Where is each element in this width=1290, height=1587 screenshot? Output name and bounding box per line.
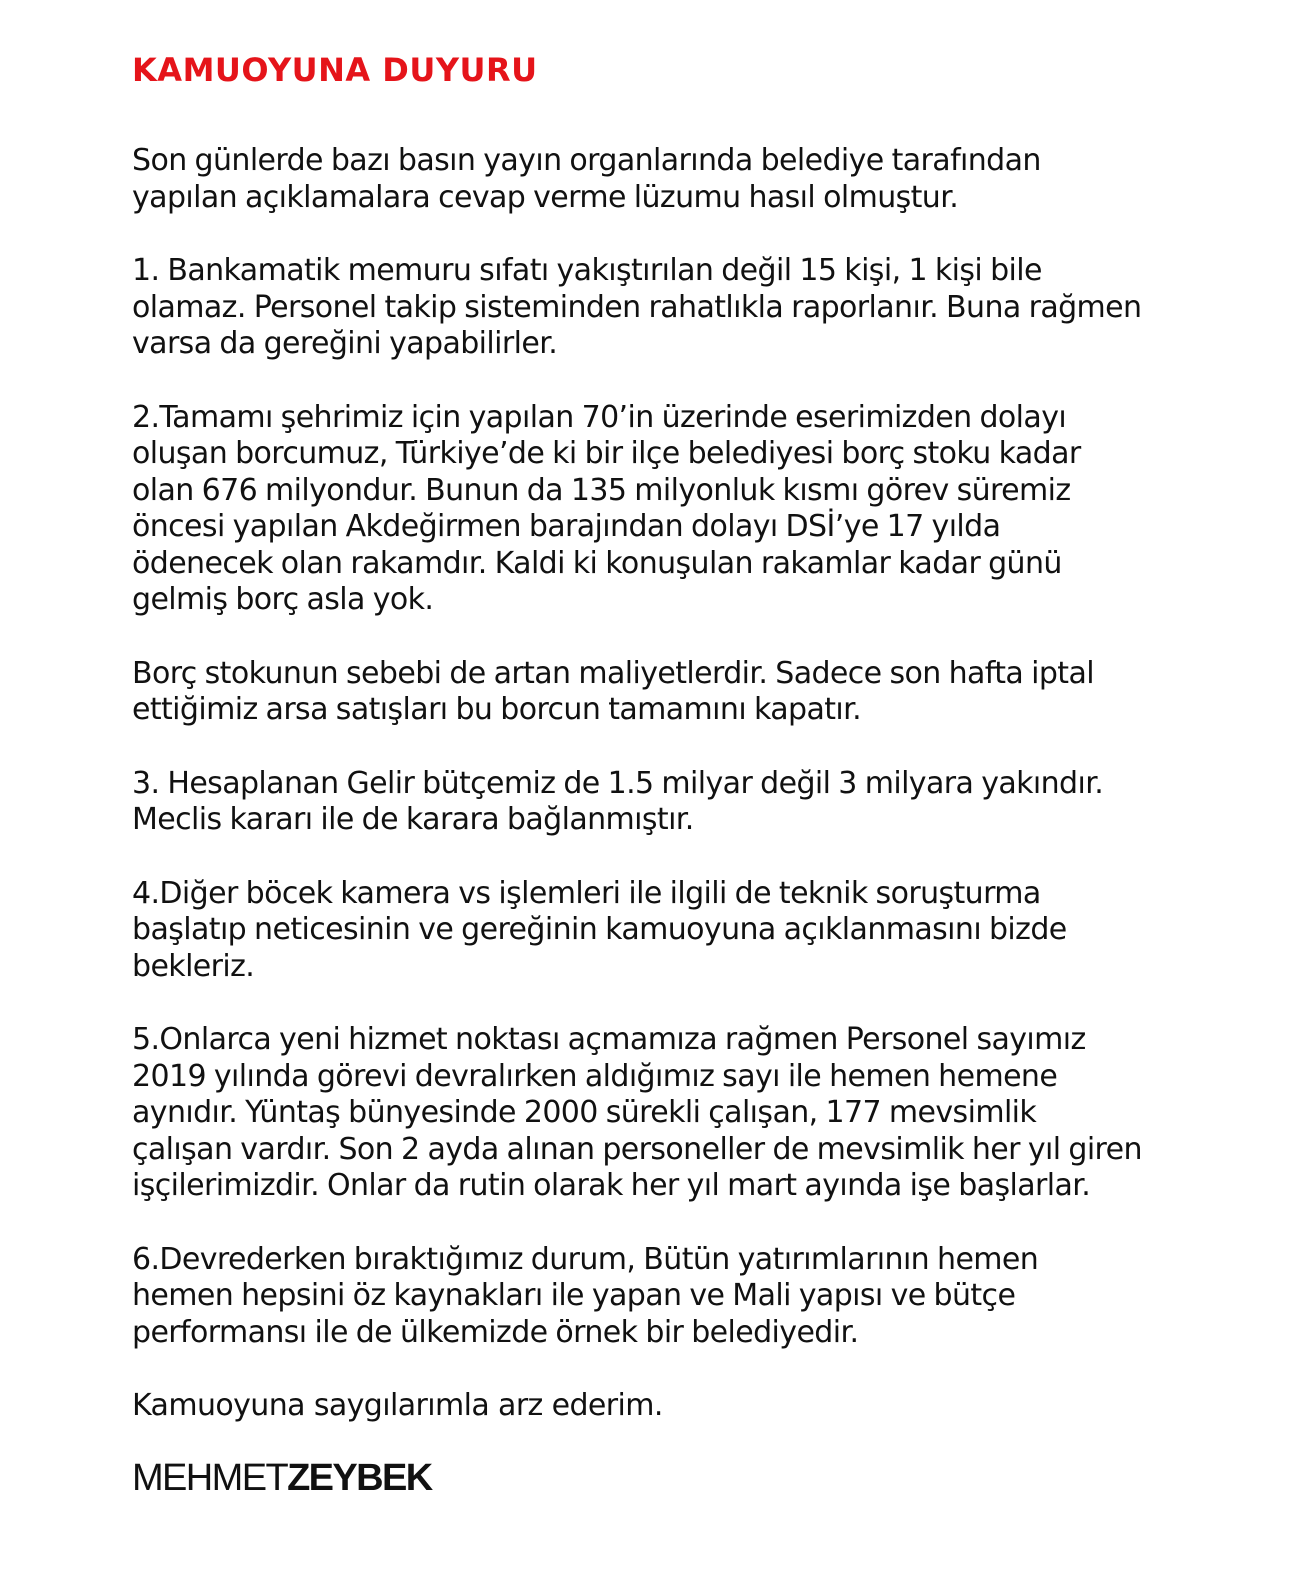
point-3-paragraph: 3. Hesaplanan Gelir bütçemiz de 1.5 milyar değil 3 milyara yakındır. Meclis kararı ile de karara bağlanmıştır.	[132, 765, 1104, 837]
announcement-title: KAMUOYUNA DUYURU	[132, 51, 538, 89]
signature-first-name: MEHMET	[132, 1457, 288, 1499]
point-1-paragraph: 1. Bankamatik memuru sıfatı yakıştırılan değil 15 kişi, 1 kişi bile olamaz. Personel takip sisteminden rahatlıkla raporlanır. Buna rağmen varsa da gereğini yapabilirler.	[132, 253, 1142, 361]
point-5-paragraph: 5.Onlarca yeni hizmet noktası açmamıza rağmen Personel sayımız 2019 yılında görevi devralırken aldığımız sayı ile hemen hemene aynıdır. Yüntaş bünyesinde 2000 sürekli çalışan, 177 mevsimlik çalışan vardır. Son 2 ayda alınan personeller de mevsimlik her yıl giren işçilerimizdir. Onlar da rutin olarak her yıl mart ayında işe başlarlar.	[132, 1022, 1142, 1203]
signature-last-name: ZEYBEK	[287, 1457, 432, 1499]
signature	[132, 1454, 432, 1502]
point-4-paragraph: 4.Diğer böcek kamera vs işlemleri ile ilgili de teknik soruşturma başlatıp neticesinin ve gereğinin kamuoyuna açıklanmasını bizde bekleriz.	[132, 875, 1067, 984]
point-2-paragraph: 2.Tamamı şehrimiz için yapılan 70’in üzerinde eserimizden dolayı oluşan borcumuz, Türkiye’de ki bir ilçe belediyesi borç stoku kadar olan 676 milyondur. Bunun da 135 milyonluk kısmı görev süremiz öncesi yapılan Akdeğirmen barajından dolayı DSİ’ye 17 yılda ödenecek olan rakamdır. Kaldi ki konuşulan rakamlar kadar günü gelmiş borç asla yok.	[132, 399, 1081, 617]
announcement-document	[132, 48, 1142, 1425]
intro-paragraph: Son günlerde bazı basın yayın organlarında belediye tarafından yapılan açıklamalara cevap verme lüzumu hasıl olmuştur.	[132, 143, 1041, 215]
debt-stock-paragraph: Borç stokunun sebebi de artan maliyetlerdir. Sadece son hafta iptal ettiğimiz arsa satışları bu borcun tamamını kapatır.	[132, 655, 1094, 727]
closing-line: Kamuoyuna saygılarımla arz ederim.	[132, 1388, 663, 1423]
point-6-paragraph: 6.Devrederken bıraktığımız durum, Bütün yatırımlarının hemen hemen hepsini öz kaynakları ile yapan ve Mali yapısı ve bütçe performansı ile de ülkemizde örnek bir belediyedir.	[132, 1241, 1039, 1350]
